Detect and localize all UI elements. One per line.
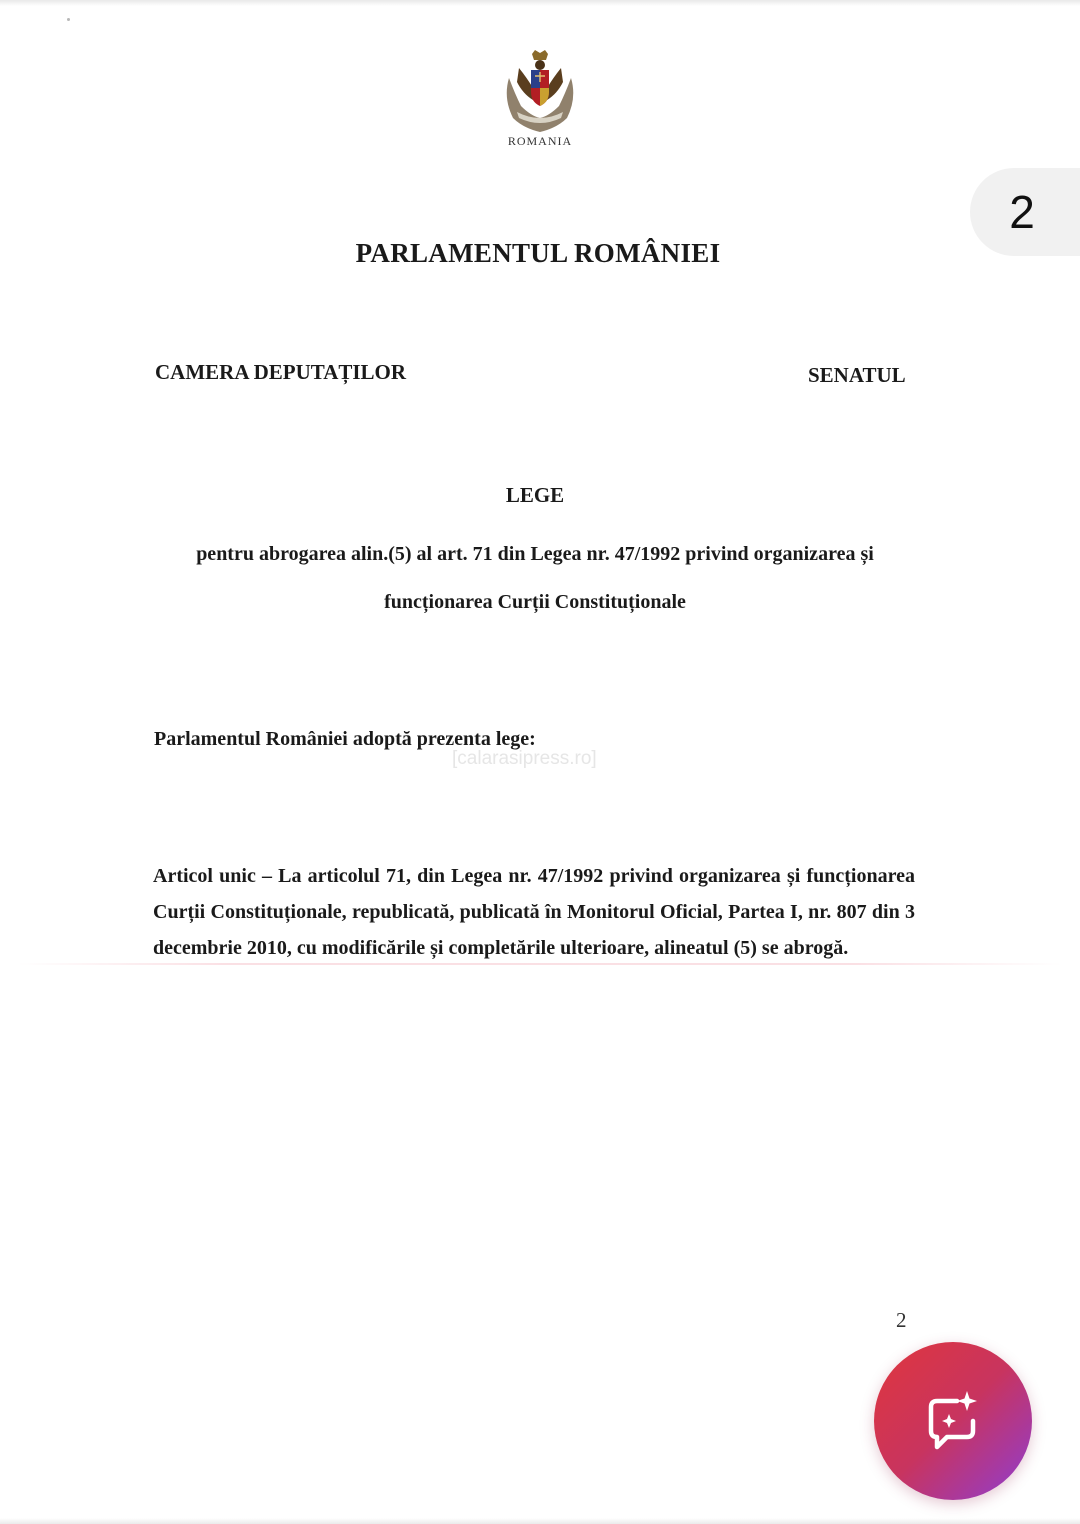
adoption-statement: Parlamentul României adoptă prezenta lege: [154,728,536,750]
chamber-deputies-label: CAMERA DEPUTAȚILOR [155,360,407,384]
top-edge-shadow [0,0,1080,6]
senate-label: SENATUL [808,363,906,387]
document-title: PARLAMENTUL ROMÂNIEI [355,238,721,268]
scan-speck [67,18,70,21]
footer-page-number: 2 [896,1308,907,1332]
law-heading: LEGE [505,483,565,507]
emblem-caption: ROMANIA [507,134,573,148]
coat-of-arms-icon [499,48,581,136]
ai-chat-sparkle-icon [919,1387,987,1455]
scan-fold-line [18,963,1062,965]
law-subtitle: pentru abrogarea alin.(5) al art. 71 din Legea nr. 47/1992 privind organizarea și funcționarea Curții Constituționale [196,543,874,613]
single-article-text: Articol unic – La articolul 71, din Legea nr. 47/1992 privind organizarea și funcționarea Curții Constituționale, republicată, publicată în Monitorul Oficial, Partea I, nr. 807 din 3 decembrie 2010, cu modificările și completările ulterioare, alineatul (5) se abrogă. [153,865,915,959]
watermark: [calarasipress.ro] [452,748,597,769]
bottom-edge-shadow [0,1518,1080,1524]
ai-assistant-button[interactable] [874,1342,1032,1500]
page-indicator-number: 2 [1009,186,1035,238]
